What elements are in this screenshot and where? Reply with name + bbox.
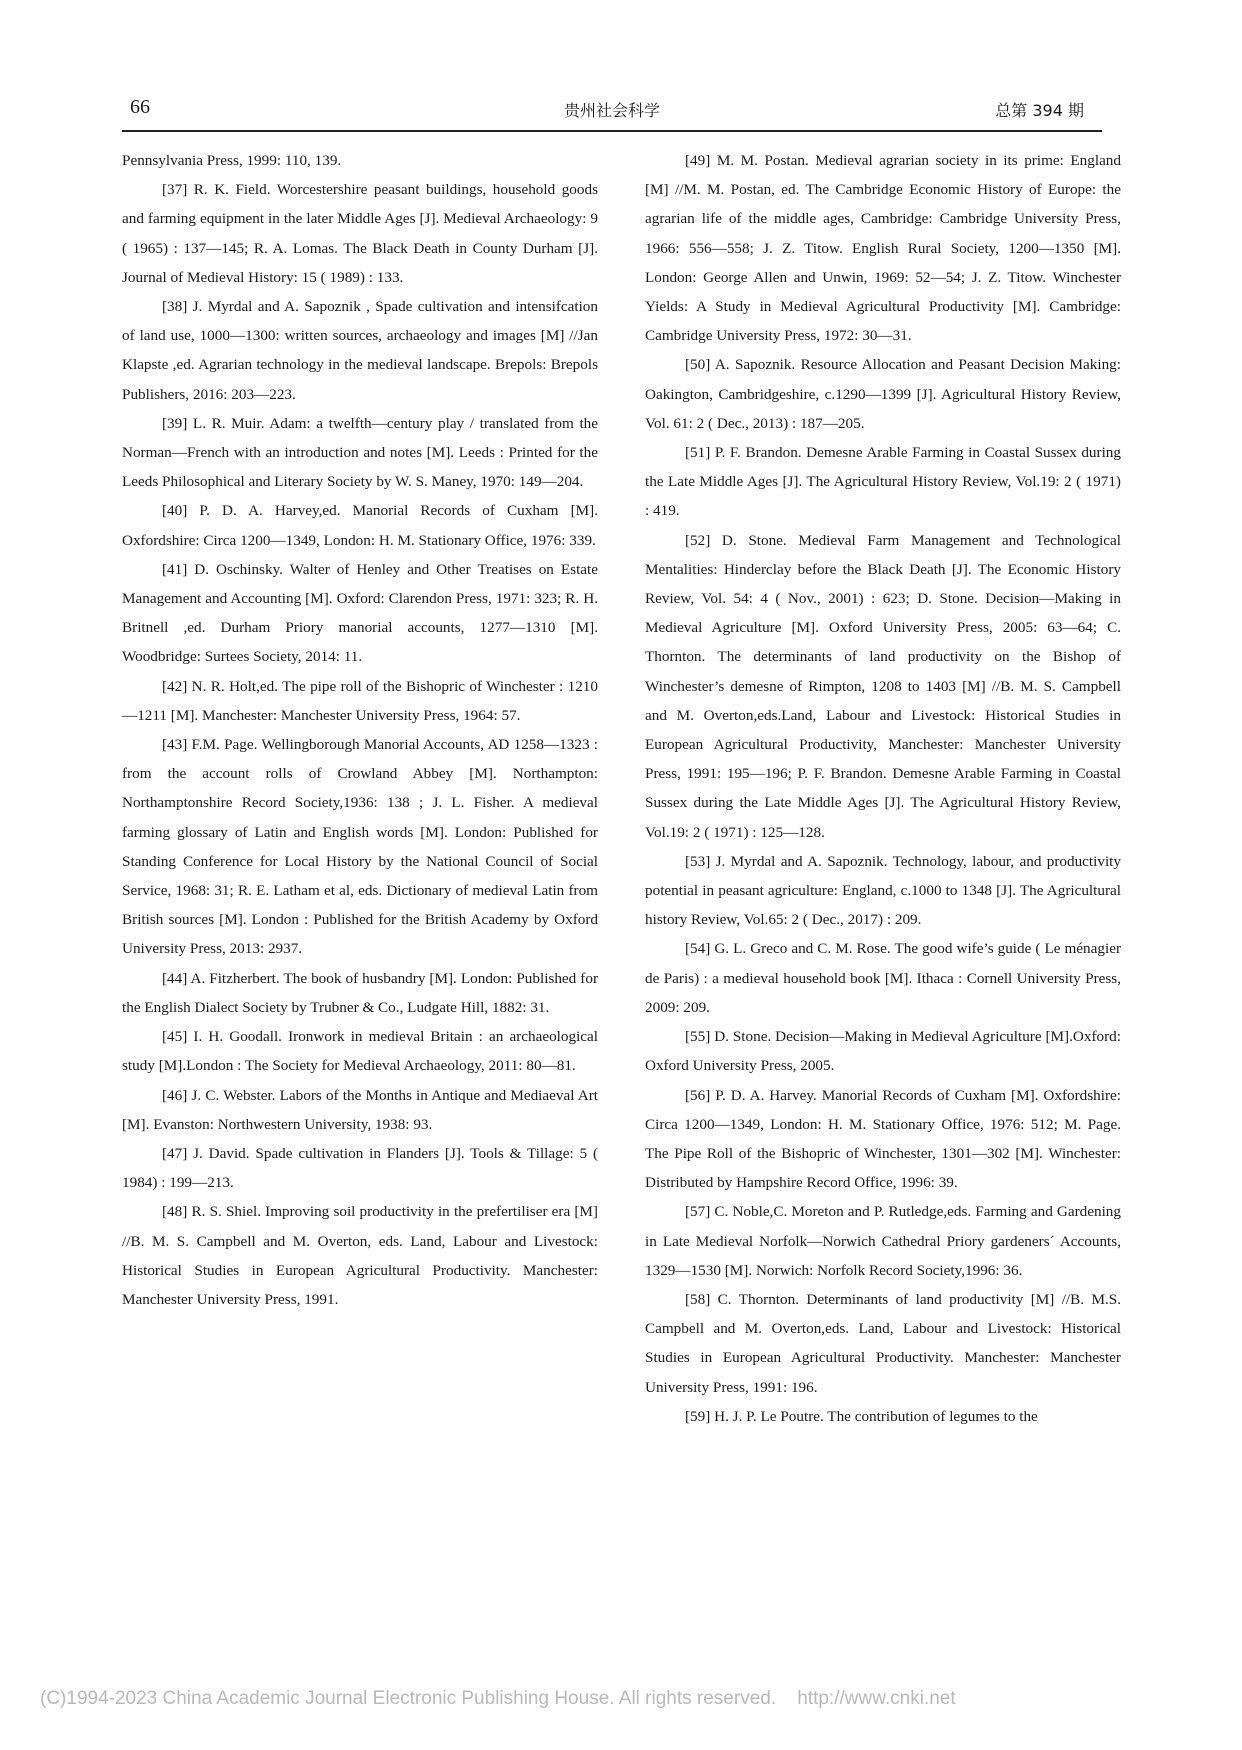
reference-53: [53] J. Myrdal and A. Sapoznik. Technology, labour, and productivity potential in peasant agriculture: England, c.1000 to 1348 [J]. The Agricultural history Review, Vol.65: 2 ( Dec., 2017) : 209.: [645, 852, 1121, 929]
page-header: [122, 96, 1102, 132]
reference-49: [49] M. M. Postan. Medieval agrarian society in its prime: England [M] //M. M. Postan, ed. The Cambridge Economic History of Europe: the agrarian life of the middle ages, Cambridge: Cambridge University Press, 1966: 556—558; J. Z. Titow. English Rural Society, 1200—1350 [M]. London: George Allen and Unwin, 1969: 52—54; J. Z. Titow. Winchester Yields: A Study in Medieval Agricultural Productivity [M]. Cambridge: Cambridge University Press, 1972: 30—31.: [645, 152, 1121, 345]
reference-39: [39] L. R. Muir. Adam: a twelfth—century play / translated from the Norman—French with an introduction and notes [M]. Leeds : Printed for the Leeds Philosophical and Literary Society by W. S. Maney, 1970: 149—204.: [122, 414, 598, 491]
reference-47: [47] J. David. Spade cultivation in Flanders [J]. Tools & Tillage: 5 ( 1984) : 199—213.: [122, 1144, 598, 1192]
journal-title: 贵州社会科学: [563, 101, 660, 120]
reference-55: [55] D. Stone. Decision—Making in Medieval Agriculture [M].Oxford: Oxford University Press, 2005.: [645, 1028, 1121, 1075]
reference-56: [56] P. D. A. Harvey. Manorial Records of Cuxham [M]. Oxfordshire: Circa 1200—1349, London: H. M. Stationary Office, 1976: 512; M. Page. The Pipe Roll of the Bishopric of Winchester, 1301—302 [M]. Winchester: Distributed by Hampshire Record Office, 1996: 39.: [645, 1086, 1121, 1192]
right-column: [645, 146, 1121, 1431]
reference-41: [41] D. Oschinsky. Walter of Henley and Other Treatises on Estate Management and Accounting [M]. Oxford: Clarendon Press, 1971: 323; R. H. Britnell ,ed. Durham Priory manorial accounts, 1277—1310 [M]. Woodbridge: Surtees Society, 2014: 11.: [122, 560, 598, 666]
reference-54: [54] G. L. Greco and C. M. Rose. The good wife’s guide ( Le ménagier de Paris) : a medieval household book [M]. Ithaca : Cornell University Press, 2009: 209.: [645, 940, 1121, 1016]
reference-51: [51] P. F. Brandon. Demesne Arable Farming in Coastal Sussex during the Late Middle Ages [J]. The Agricultural History Review, Vol.19: 2 ( 1971) : 419.: [645, 444, 1121, 520]
reference-42: [42] N. R. Holt,ed. The pipe roll of the Bishopric of Winchester : 1210—1211 [M]. Manchester: Manchester University Press, 1964: 57.: [122, 677, 598, 724]
reference-continuation: Pennsylvania Press, 1999: 110, 139.: [122, 152, 342, 169]
reference-37: [37] R. K. Field. Worcestershire peasant buildings, household goods and farming equipment in the later Middle Ages [J]. Medieval Archaeology: 9 ( 1965) : 137—145; R. A. Lomas. The Black Death in County Durham [J]. Journal of Medieval History: 15 ( 1989) : 133.: [122, 181, 598, 286]
footer-url[interactable]: http://www.cnki.net: [797, 1688, 956, 1709]
reference-43: [43] F.M. Page. Wellingborough Manorial Accounts, AD 1258—1323 : from the account rolls of Crowland Abbey [M]. Northampton: Northamptonshire Record Society,1936: 138 ; J. L. Fisher. A medieval farming glossary of Latin and English words [M]. London: Published for Standing Conference for Local History by the National Council of Social Service, 1968: 31; R. E. Latham et al, eds. Dictionary of medieval Latin from British sources [M]. London : Published for the British Academy by Oxford University Press, 2013: 2937.: [122, 736, 598, 958]
reference-46: [46] J. C. Webster. Labors of the Months in Antique and Mediaeval Art [M]. Evanston: Northwestern University, 1938: 93.: [122, 1086, 598, 1133]
reference-38: [38] J. Myrdal and A. Sapoznik , Spade cultivation and intensifcation of land use, 1000—1300: written sources, archaeology and images [M] //Jan Klapste ,ed. Agrarian technology in the medieval landscape. Brepols: Brepols Publishers, 2016: 203—223.: [122, 298, 598, 403]
reference-58: [58] C. Thornton. Determinants of land productivity [M] //B. M.S. Campbell and M. Overton,eds. Land, Labour and Livestock: Historical Studies in European Agricultural Productivity. Manchester: Manchester University Press, 1991: 196.: [645, 1290, 1121, 1396]
copyright-text: (C)1994-2023 China Academic Journal Electronic Publishing House. All rights reserved.: [40, 1688, 777, 1709]
left-column: [122, 146, 598, 1314]
reference-59: [59] H. J. P. Le Poutre. The contribution of legumes to the: [685, 1407, 1038, 1425]
reference-57: [57] C. Noble,C. Moreton and P. Rutledge,eds. Farming and Gardening in Late Medieval Norfolk—Norwich Cathedral Priory gardeners´ Accounts, 1329—1530 [M]. Norwich: Norfolk Record Society,1996: 36.: [645, 1203, 1121, 1279]
reference-40: [40] P. D. A. Harvey,ed. Manorial Records of Cuxham [M]. Oxfordshire: Circa 1200—1349, London: H. M. Stationary Office, 1976: 339.: [122, 502, 598, 549]
page-number: 66: [130, 96, 150, 118]
copyright-footer: [40, 1688, 956, 1710]
reference-45: [45] I. H. Goodall. Ironwork in medieval Britain : an archaeological study [M].London : The Society for Medieval Archaeology, 2011: 80—81.: [122, 1028, 598, 1075]
reference-48: [48] R. S. Shiel. Improving soil productivity in the prefertiliser era [M] //B. M. S. Campbell and M. Overton, eds. Land, Labour and Livestock: Historical Studies in European Agricultural Productivity. Manchester: Manchester University Press, 1991.: [122, 1203, 598, 1308]
reference-50: [50] A. Sapoznik. Resource Allocation and Peasant Decision Making: Oakington, Cambridgeshire, c.1290—1399 [J]. Agricultural History Review, Vol. 61: 2 ( Dec., 2013) : 187—205.: [645, 356, 1121, 432]
reference-52: [52] D. Stone. Medieval Farm Management and Technological Mentalities: Hinderclay before the Black Death [J]. The Economic History Review, Vol. 54: 4 ( Nov., 2001) : 623; D. Stone. Decision—Making in Medieval Agriculture [M]. Oxford University Press, 2005: 63—64; C. Thornton. The determinants of land productivity on the Bishop of Winchester’s demesne of Rimpton, 1208 to 1403 [M] //B. M. S. Campbell and M. Overton,eds.Land, Labour and Livestock: Historical Studies in European Agricultural Productivity, Manchester: Manchester University Press, 1991: 195—196; P. F. Brandon. Demesne Arable Farming in Coastal Sussex during the Late Middle Ages [J]. The Agricultural History Review, Vol.19: 2 ( 1971) : 125—128.: [645, 531, 1121, 841]
reference-44: [44] A. Fitzherbert. The book of husbandry [M]. London: Published for the English Dialect Society by Trubner & Co., Ludgate Hill, 1882: 31.: [122, 969, 598, 1016]
issue-number: 总第 394 期: [995, 101, 1084, 120]
